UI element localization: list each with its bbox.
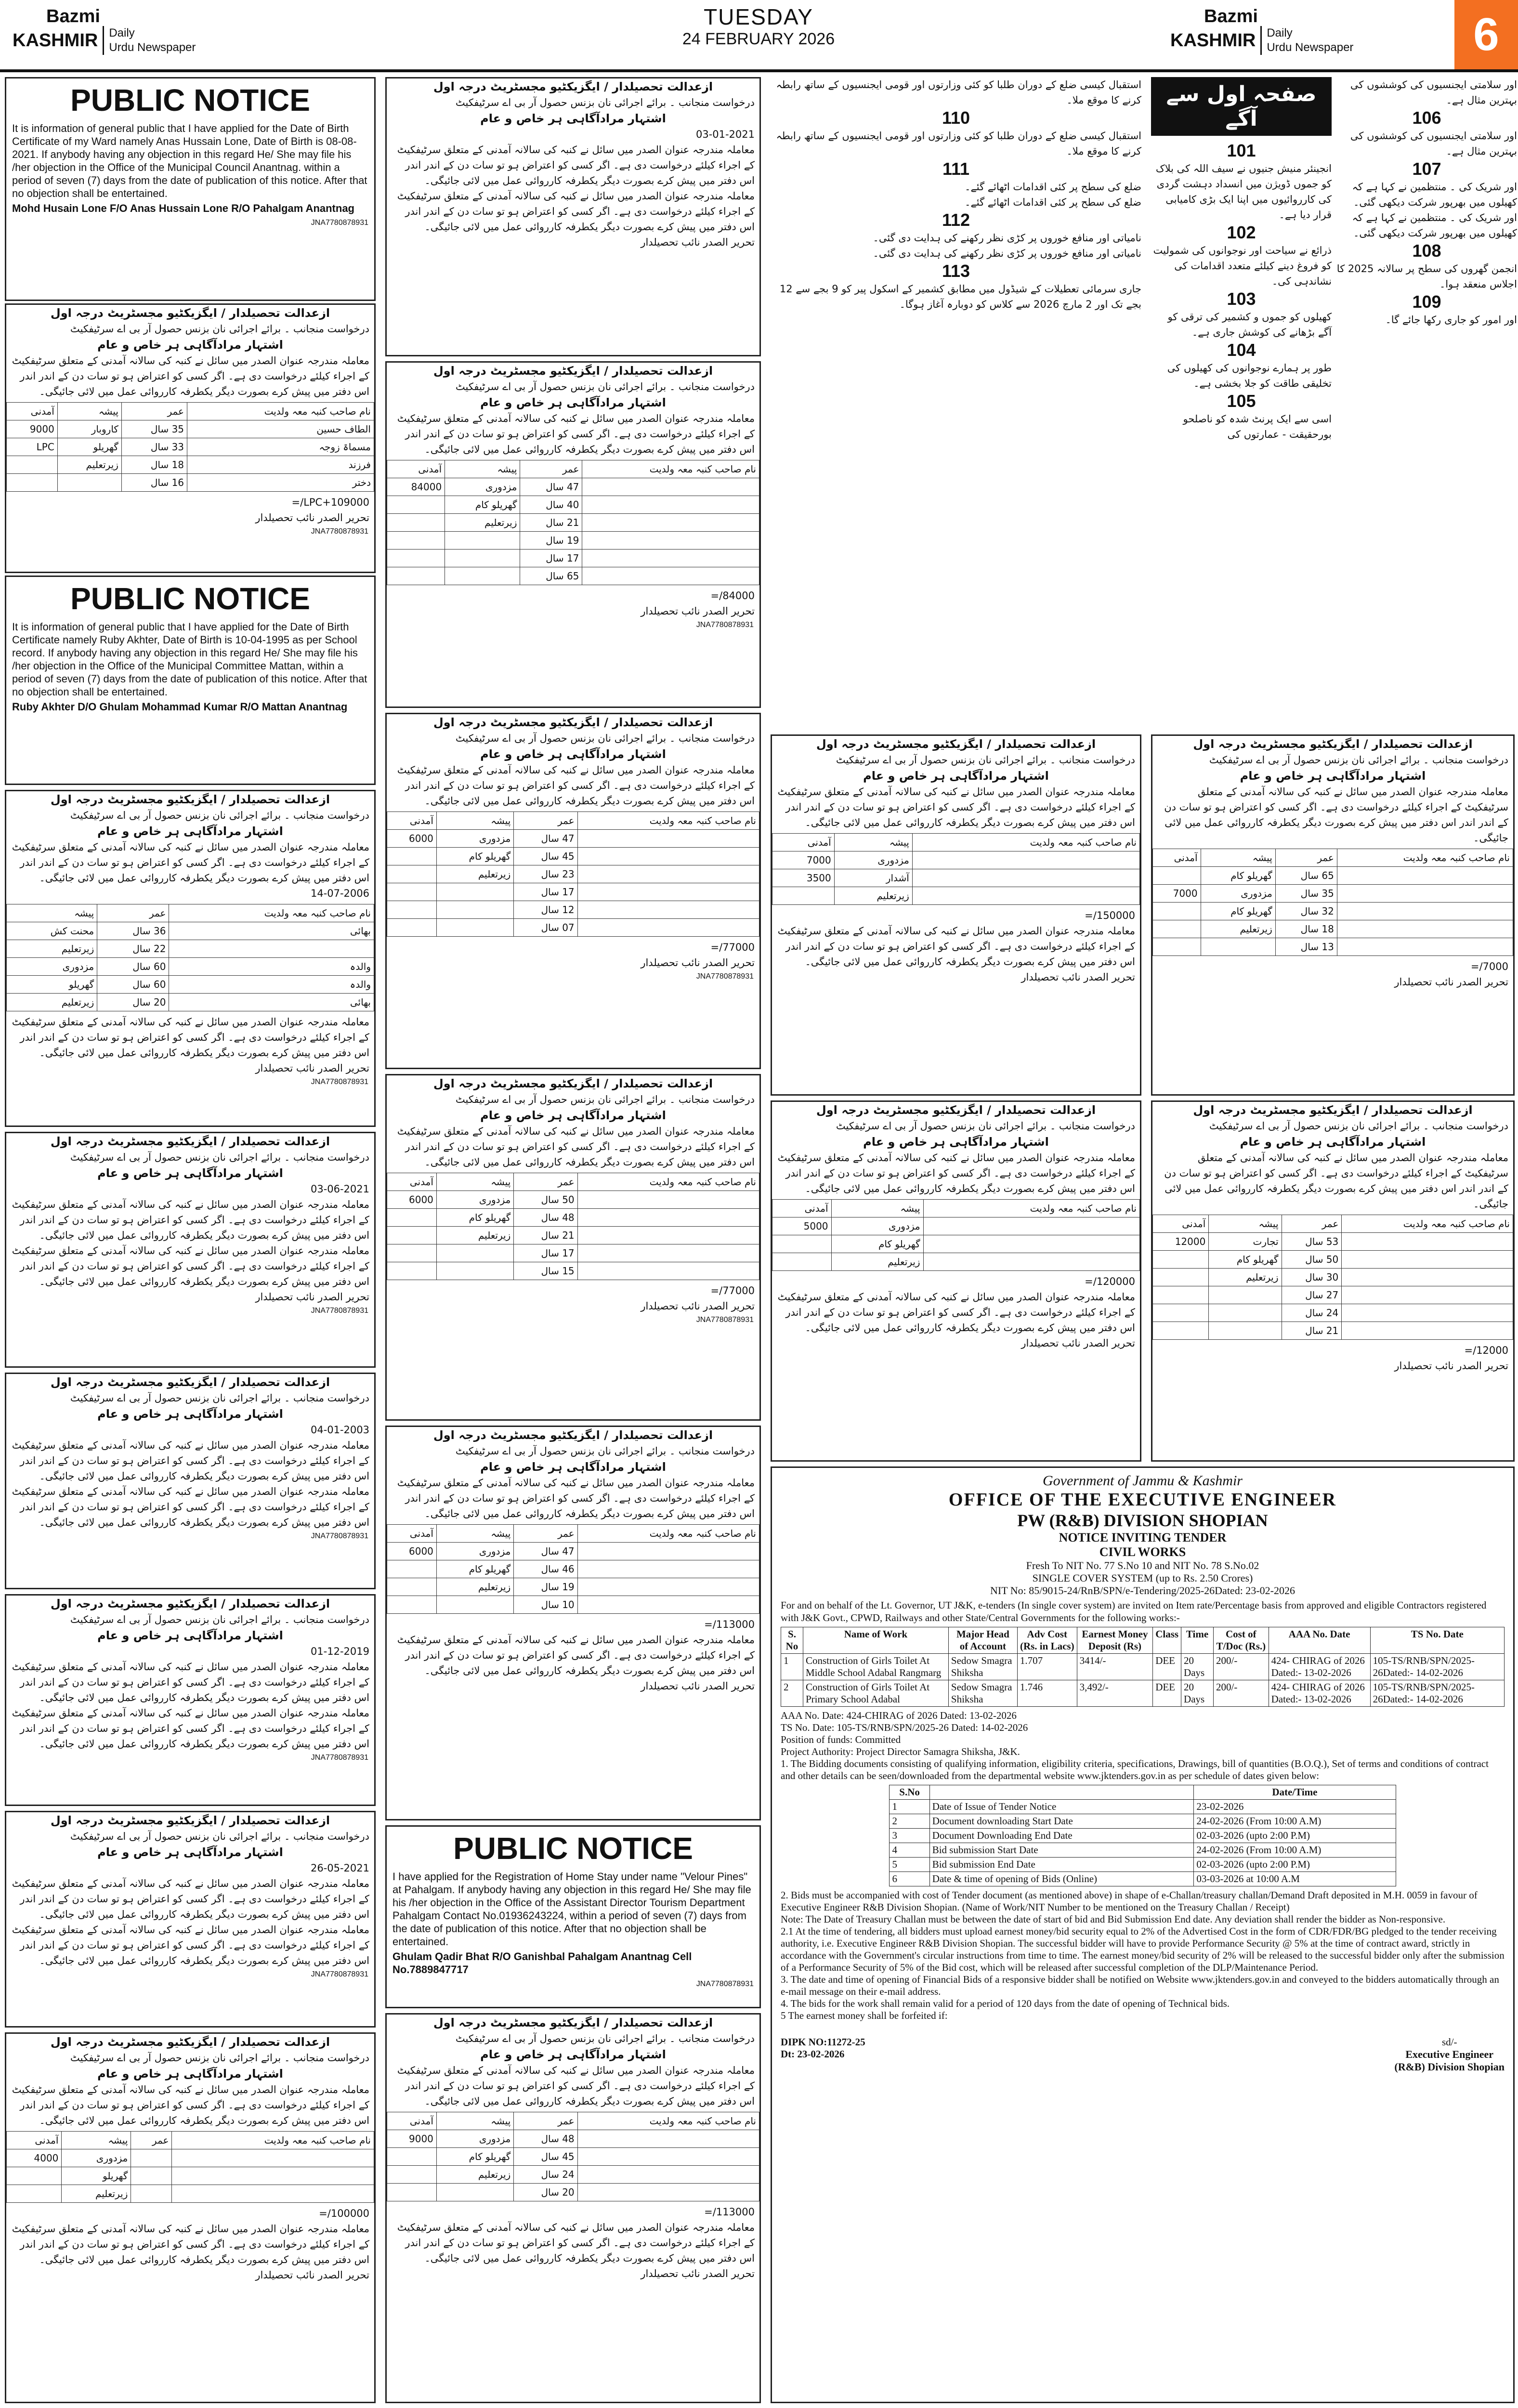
brand-left: Bazmi KASHMIR Daily Urdu Newspaper bbox=[13, 6, 196, 54]
urdu-notice-c1-5: ازعدالت تحصیلدار / ایگزیکٹیو مجسٹریٹ درجہ اول درخواست منجانب ۔ برائے اجرائی نان بزنس حصول آر بی اے سرٹیفکیٹ اشتہار مرادآگاہی ہر خاص و عام 01-12-2019 معاملہ مندرجہ عنوان الصدر میں سائل نے کنبہ کی سالانہ آمدنی کے متعلق سرٹیفکیٹ کے اجراء کیلئے درخواست دی ہے۔ اگر کسی کو اعتراض ہو تو سات دن کے اندر اندر اس دفتر میں پیش کرے بصورت دیگر یکطرفہ کارروائی عمل میں لائی جائیگی۔ معاملہ مندرجہ عنوان الصدر میں سائل نے کنبہ کی سالانہ آمدنی کے متعلق سرٹیفکیٹ کے اجراء کیلئے درخواست دی ہے۔ اگر کسی کو اعتراض ہو تو سات دن کے اندر اندر اس دفتر میں پیش کرے بصورت دیگر یکطرفہ کارروائی عمل میں لائی جائیگی۔ JNA7780878931 bbox=[5, 1594, 376, 1806]
income-table-c2-d: نام صاحب کنبہ معہ ولدیت عمر پیشہ آمدنی 47 سال مزدوری 6000 46 سال گھریلو کام 19 سال زیرتعلیم 10 سال bbox=[387, 1524, 759, 1614]
news-col-4a: اور سلامتی ایجنسیوں کی کوششوں کی بہترین مثال ہے۔ 106 اور سلامتی ایجنسیوں کی کوششوں کی بہترین مثال ہے۔ 107 اور شریک کی ۔ منتظمین نے کہا ہے کہ کھیلوں میں بھرپور شرکت دیکھی گئی۔ اور شریک کی ۔ منتظمین نے کہا ہے کہ کھیلوں میں بھرپور شرکت دیکھی گئی۔ 108 انجمن گھروں کی سطح پر سالانہ 2025 کا اجلاس منعقد ہوا۔ 109 اور امور کو جاری رکھا جائے گا۔ bbox=[1336, 79, 1517, 326]
table-row: 2 Construction of Girls Toilet At Primary School Adabal Sedow Smagra Shiksha 1.746 3,492/- DEE 20 Days 200/- 424- CHIRAG of 2026 Dated:- 13-02-2026 105-TS/RNB/SPN/2025-26Dated:- 14-02-2026 bbox=[781, 1680, 1505, 1707]
table-row: 1 Date of Issue of Tender Notice 23-02-2026 bbox=[890, 1800, 1396, 1814]
urdu-notice-c4-b: ازعدالت تحصیلدار / ایگزیکٹیو مجسٹریٹ درجہ اول درخواست منجانب ۔ برائے اجرائی نان بزنس حصول آر بی اے سرٹیفکیٹ اشتہار مرادآگاہی ہر خاص و عام معاملہ مندرجہ عنوان الصدر میں سائل نے کنبہ کی سالانہ آمدنی کے متعلق سرٹیفکیٹ کے اجراء کیلئے درخواست دی ہے۔ اگر کسی کو اعتراض ہو تو سات دن کے اندر اندر اس دفتر میں پیش کرے بصورت دیگر یکطرفہ کارروائی عمل میں لائی جائیگی۔ نام صاحب کنبہ معہ ولدیت عمر پیشہ آمدنی 53 سال تجارت 12000 50 سال گھریلو کام 30 سال زیرتعلیم 27 سال 24 سال 21 سال 12000/= تحریر الصدر نائب تحصیلدار bbox=[1151, 1100, 1515, 1462]
urdu-notice-c2-c: ازعدالت تحصیلدار / ایگزیکٹیو مجسٹریٹ درجہ اول درخواست منجانب ۔ برائے اجرائی نان بزنس حصول آر بی اے سرٹیفکیٹ اشتہار مرادآگاہی ہر خاص و عام معاملہ مندرجہ عنوان الصدر میں سائل نے کنبہ کی سالانہ آمدنی کے متعلق سرٹیفکیٹ کے اجراء کیلئے درخواست دی ہے۔ اگر کسی کو اعتراض ہو تو سات دن کے اندر اندر اس دفتر میں پیش کرے بصورت دیگر یکطرفہ کارروائی عمل میں لائی جائیگی۔ نام صاحب کنبہ معہ ولدیت عمر پیشہ آمدنی 50 سال مزدوری 6000 48 سال گھریلو کام 21 سال زیرتعلیم 17 سال 15 سال 77000/= تحریر الصدر نائب تحصیلدار JNA7780878931 bbox=[385, 1074, 761, 1421]
tender-works-table: S. No Name of Work Major Head of Account Adv Cost (Rs. in Lacs) Earnest Money Deposit (Rs) Class Time Cost of T/Doc (Rs.) AAA No. Date TS No. Date 1 Construction of Girls Toilet At Middle School Adabal Rangmarg Sedow Smagra Shiksha 1.707 3414/- DEE 20 Days 200/- 424- CHIRAG of 2026 Dated:- 13-02-2026 105-TS/RNB/SPN/2025-26Dated:- 14-02-2026 2 Construction of Girls Toilet At Primary School Adabal Sedow Smagra Shiksha 1.746 3,492/- DEE 20 Days 200/- 424- CHIRAG of 2026 Dated:- 13-02-2026 105-TS/RNB/SPN/2025-26Dated:- 14-02-2026 bbox=[781, 1627, 1505, 1707]
urdu-notice-c2-e: ازعدالت تحصیلدار / ایگزیکٹیو مجسٹریٹ درجہ اول درخواست منجانب ۔ برائے اجرائی نان بزنس حصول آر بی اے سرٹیفکیٹ اشتہار مرادآگاہی ہر خاص و عام معاملہ مندرجہ عنوان الصدر میں سائل نے کنبہ کی سالانہ آمدنی کے متعلق سرٹیفکیٹ کے اجراء کیلئے درخواست دی ہے۔ اگر کسی کو اعتراض ہو تو سات دن کے اندر اندر اس دفتر میں پیش کرے بصورت دیگر یکطرفہ کارروائی عمل میں لائی جائیگی۔ نام صاحب کنبہ معہ ولدیت عمر پیشہ آمدنی 48 سال مزدوری 9000 45 سال گھریلو کام 24 سال زیرتعلیم 20 سال 113000/= معاملہ مندرجہ عنوان الصدر میں سائل نے کنبہ کی سالانہ آمدنی کے متعلق سرٹیفکیٹ کے اجراء کیلئے درخواست دی ہے۔ اگر کسی کو اعتراض ہو تو سات دن کے اندر اندر اس دفتر میں پیش کرے بصورت دیگر یکطرفہ کارروائی عمل میں لائی جائیگی۔ تحریر الصدر نائب تحصیلدار bbox=[385, 2013, 761, 2403]
income-table-c4-b: نام صاحب کنبہ معہ ولدیت عمر پیشہ آمدنی 53 سال تجارت 12000 50 سال گھریلو کام 30 سال زیرتعلیم 27 سال 24 سال 21 سال bbox=[1152, 1215, 1513, 1340]
income-table-c2-ews: نام صاحب کنبہ معہ ولدیت عمر پیشہ آمدنی 47 سال مزدوری 84000 40 سال گھریلو کام 21 سال زیرتعلیم 19 سال 17 سال 65 سال bbox=[387, 460, 759, 585]
income-table-c3-a: نام صاحب کنبہ معہ ولدیت پیشہ آمدنی مزدوری 7000 آشدار 3500 زیرتعلیم bbox=[772, 833, 1140, 905]
public-notice-anas: PUBLIC NOTICE It is information of general public that I have applied for the Date of Birth Certificate of my Ward namely Anas Hussain Lone, Date of Birth is 08-08-2021. If anybody having any objection in this regard He/ She may file his /her objection in the Office of the Municipal Council Anantnag. within a period of seven (7) days from the date of publication of this notice. After that no objection shall be entertained. Mohd Husain Lone F/O Anas Hussain Lone R/O Pahalgam Anantnag JNA7780878931 bbox=[5, 77, 376, 301]
tender-notice: Government of Jammu & Kashmir OFFICE OF THE EXECUTIVE ENGINEER PW (R&B) DIVISION SHOPIAN NOTICE INVITING TENDER CIVIL WORKS Fresh To NIT No. 77 S.No 10 and NIT No. 78 S.No.02 SINGLE COVER SYSTEM (up to Rs. 2.50 Crores) NIT No: 85/9015-24/RnB/SPN/e-Tendering/2025-26Dated: 23-02-2026 For and on behalf of the Lt. Governor, UT J&K, e-tenders (In single cover system) are invited on Item rate/Percentage basis from approved and eligible Contractors registered with J&K Govt., CPWD, Railways and other State/Central Governments for the following works:- S. No Name of Work Major Head of Account Adv Cost (Rs. in Lacs) Earnest Money Deposit (Rs) Class Time Cost of T/Doc (Rs.) AAA No. Date TS No. Date 1 Construction of Girls Toilet At Middle School Adabal Rangmarg Sedow Smagra Shiksha 1.707 3414/- DEE 20 Days 200/- 424- CHIRAG of 2026 Dated:- 13-02-2026 105-TS/RNB/SPN/2025-26Dated:- 14-02-2026 2 Construction of Girls Toilet At Primary School Adabal Sedow Smagra Shiksha 1.746 3,492/- DEE 20 Days 200/- 424- CHIRAG of 2026 Dated:- 13-02-2026 105-TS/RNB/SPN/2025-26Dated:- 14-02-2026 AAA No. Date: 424-CHIRAG of 2026 Dated: 13-02-2026 TS No. Date: 105-TS/RNB/SPN/2025-26 Dated: 14-02-2026 Position of funds: Committed Project Authority: Project Director Samagra Shiksha, J&K. 1. The Bidding documents consisting of qualifying information, eligibility criteria, specifications, Drawings, bill of quantities (B.O.Q.), Set of terms and conditions of contract and other details can be seen/downloaded from the departmental website www.jktenders.gov.in as per schedule of dates given below: S.No Date/Time 1 Date of Issue of Tender Notice 23-02-2026 2 Document downloading Start Date 24-02-2026 (From 10:00 A.M) 3 Document Downloading End Date 02-03-2026 (upto 2:00 P.M) 4 Bid submission Start Date 24-02-2026 (From 10:00 A.M) 5 Bid submission End Date 02-03-2026 (upto 2:00 P.M) 6 Date & time of opening of Bids (Online) 03-03-2026 at 10:00 A.M 2. Bids must be accompanied with cost of Tender document (as mentioned above) in shape of e-Challan/treasury challan/Demand Draft deposited in M.H. 0059 in favour of Executive Engineer R&B Division Shopian. (Name of Work/NIT Number to be mentioned on the Treasury Challan / Receipt) Note: The Date of Treasury Challan must be between the date of start of bid and Bid Submission End date. Any deviation shall render the bidder as Non-responsive. 2.1 At the time of tendering, all bidders must upload earnest money/bid security equal to 2% of the Advertised Cost in the form of CDR/FDR/BG pledged to the tender receiving authority, i.e. Executive Engineer R&B Division Shopian. The successful bidder will have to provide Performance Security @ 5% at the time of contract award, strictly in accordance with the Government's circular instructions from time to time. The earnest money/bid security of 2% will be released to the successful bidder only after the submission of a Performance Security of 5% of the Bid cost, which will be released after successful completion of the DLP/Maintenance Period. 3. The date and time of opening of Financial Bids of a responsive bidder shall be notified on Website www.jktenders.gov.in and conveyed to the bidders automatically through an e-mail message on their e-mail address. 4. The bids for the work shall remain valid for a period of 120 days from the date of opening of Technical bids. 5 The earnest money shall be forfeited if: DIPK NO:11272-25 Dt: 23-02-2026 sd/- Executive Engineer (R&B) Division Shopian bbox=[771, 1466, 1515, 2403]
family-table-c1: نام صاحب کنبہ معہ ولدیت عمر پیشہ بھائی 36 سال محنت کش 22 سال زیرتعلیم والدہ 60 سال مزدوری والدہ 60 سال گھریلو بھائی 20 سال زیرتعلیم bbox=[6, 904, 374, 1011]
table-row: 4 Bid submission Start Date 24-02-2026 (From 10:00 A.M) bbox=[890, 1843, 1396, 1858]
news-column-3: استقبال کیسی ضلع کے دوران طلبا کو کئی وزارتوں اور قومی ایجنسیوں کے ساتھ رابطہ کرنے کا موقع ملا۔ 110 استقبال کیسی ضلع کے دوران طلبا کو کئی وزارتوں اور قومی ایجنسیوں کے ساتھ رابطہ کرنے کا موقع ملا۔ 111 ضلع کی سطح پر کئی اقدامات اٹھائے گئے۔ ضلع کی سطح پر کئی اقدامات اٹھائے گئے۔ 112 نامیاتی اور منافع خوروں پر کڑی نظر رکھنے کی ہدایت دی گئی۔ نامیاتی اور منافع خوروں پر کڑی نظر رکھنے کی ہدایت دی گئی۔ 113 جاری سرمائی تعطیلات کے شیڈول میں مطابق کشمیر کے اسکول پیر کو 9 بجے سے 12 بجے تک اور 2 مارچ 2026 سے کلاس کو دوبارہ آغاز ہوگا۔ bbox=[776, 79, 1141, 310]
urdu-notice-c2-d: ازعدالت تحصیلدار / ایگزیکٹیو مجسٹریٹ درجہ اول درخواست منجانب ۔ برائے اجرائی نان بزنس حصول آر بی اے سرٹیفکیٹ اشتہار مرادآگاہی ہر خاص و عام معاملہ مندرجہ عنوان الصدر میں سائل نے کنبہ کی سالانہ آمدنی کے متعلق سرٹیفکیٹ کے اجراء کیلئے درخواست دی ہے۔ اگر کسی کو اعتراض ہو تو سات دن کے اندر اندر اس دفتر میں پیش کرے بصورت دیگر یکطرفہ کارروائی عمل میں لائی جائیگی۔ نام صاحب کنبہ معہ ولدیت عمر پیشہ آمدنی 47 سال مزدوری 6000 46 سال گھریلو کام 19 سال زیرتعلیم 10 سال 113000/= معاملہ مندرجہ عنوان الصدر میں سائل نے کنبہ کی سالانہ آمدنی کے متعلق سرٹیفکیٹ کے اجراء کیلئے درخواست دی ہے۔ اگر کسی کو اعتراض ہو تو سات دن کے اندر اندر اس دفتر میں پیش کرے بصورت دیگر یکطرفہ کارروائی عمل میں لائی جائیگی۔ تحریر الصدر نائب تحصیلدار bbox=[385, 1426, 761, 1820]
table-row: 3 Document Downloading End Date 02-03-2026 (upto 2:00 P.M) bbox=[890, 1829, 1396, 1843]
urdu-notice-c2-1: ازعدالت تحصیلدار / ایگزیکٹیو مجسٹریٹ درجہ اول درخواست منجانب ۔ برائے اجرائی نان بزنس حصول آر بی اے سرٹیفکیٹ اشتہار مرادآگاہی ہر خاص و عام 03-01-2021 معاملہ مندرجہ عنوان الصدر میں سائل نے کنبہ کی سالانہ آمدنی کے متعلق سرٹیفکیٹ کے اجراء کیلئے درخواست دی ہے۔ اگر کسی کو اعتراض ہو تو سات دن کے اندر اندر اس دفتر میں پیش کرے بصورت دیگر یکطرفہ کارروائی عمل میں لائی جائیگی۔ معاملہ مندرجہ عنوان الصدر میں سائل نے کنبہ کی سالانہ آمدنی کے متعلق سرٹیفکیٹ کے اجراء کیلئے درخواست دی ہے۔ اگر کسی کو اعتراض ہو تو سات دن کے اندر اندر اس دفتر میں پیش کرے بصورت دیگر یکطرفہ کارروائی عمل میں لائی جائیگی۔ تحریر الصدر نائب تحصیلدار bbox=[385, 77, 761, 356]
income-table-c1-7: نام صاحب کنبہ معہ ولدیت عمر پیشہ آمدنی مزدوری 4000 گھریلو زیرتعلیم bbox=[6, 2131, 374, 2203]
urdu-notice-c1-7: ازعدالت تحصیلدار / ایگزیکٹیو مجسٹریٹ درجہ اول درخواست منجانب ۔ برائے اجرائی نان بزنس حصول آر بی اے سرٹیفکیٹ اشتہار مرادآگاہی ہر خاص و عام معاملہ مندرجہ عنوان الصدر میں سائل نے کنبہ کی سالانہ آمدنی کے متعلق سرٹیفکیٹ کے اجراء کیلئے درخواست دی ہے۔ اگر کسی کو اعتراض ہو تو سات دن کے اندر اندر اس دفتر میں پیش کرے بصورت دیگر یکطرفہ کارروائی عمل میں لائی جائیگی۔ نام صاحب کنبہ معہ ولدیت عمر پیشہ آمدنی مزدوری 4000 گھریلو زیرتعلیم 100000/= معاملہ مندرجہ عنوان الصدر میں سائل نے کنبہ کی سالانہ آمدنی کے متعلق سرٹیفکیٹ کے اجراء کیلئے درخواست دی ہے۔ اگر کسی کو اعتراض ہو تو سات دن کے اندر اندر اس دفتر میں پیش کرے بصورت دیگر یکطرفہ کارروائی عمل میں لائی جائیگی۔ تحریر الصدر نائب تحصیلدار bbox=[5, 2032, 376, 2403]
table-row: 5 Bid submission End Date 02-03-2026 (upto 2:00 P.M) bbox=[890, 1858, 1396, 1872]
page-number: 6 bbox=[1454, 0, 1518, 69]
table-row: 2 Document downloading Start Date 24-02-2026 (From 10:00 A.M) bbox=[890, 1814, 1396, 1829]
urdu-notice-c3-b: ازعدالت تحصیلدار / ایگزیکٹیو مجسٹریٹ درجہ اول درخواست منجانب ۔ برائے اجرائی نان بزنس حصول آر بی اے سرٹیفکیٹ اشتہار مرادآگاہی ہر خاص و عام معاملہ مندرجہ عنوان الصدر میں سائل نے کنبہ کی سالانہ آمدنی کے متعلق سرٹیفکیٹ کے اجراء کیلئے درخواست دی ہے۔ اگر کسی کو اعتراض ہو تو سات دن کے اندر اندر اس دفتر میں پیش کرے بصورت دیگر یکطرفہ کارروائی عمل میں لائی جائیگی۔ نام صاحب کنبہ معہ ولدیت پیشہ آمدنی مزدوری 5000 گھریلو کام زیرتعلیم 120000/= معاملہ مندرجہ عنوان الصدر میں سائل نے کنبہ کی سالانہ آمدنی کے متعلق سرٹیفکیٹ کے اجراء کیلئے درخواست دی ہے۔ اگر کسی کو اعتراض ہو تو سات دن کے اندر اندر اس دفتر میں پیش کرے بصورت دیگر یکطرفہ کارروائی عمل میں لائی جائیگی۔ تحریر الصدر نائب تحصیلدار bbox=[771, 1100, 1141, 1462]
table-row: 1 Construction of Girls Toilet At Middle School Adabal Rangmarg Sedow Smagra Shiksha 1.707 3414/- DEE 20 Days 200/- 424- CHIRAG of 2026 Dated:- 13-02-2026 105-TS/RNB/SPN/2025-26Dated:- 14-02-2026 bbox=[781, 1654, 1505, 1680]
urdu-notice-c1-1: ازعدالت تحصیلدار / ایگزیکٹیو مجسٹریٹ درجہ اول درخواست منجانب ۔ برائے اجرائی نان بزنس حصول آر بی اے سرٹیفکیٹ اشتہار مرادآگاہی ہر خاص و عام معاملہ مندرجہ عنوان الصدر میں سائل نے کنبہ کی سالانہ آمدنی کے متعلق سرٹیفکیٹ کے اجراء کیلئے درخواست دی ہے۔ اگر کسی کو اعتراض ہو تو سات دن کے اندر اندر اس دفتر میں پیش کرے بصورت دیگر یکطرفہ کارروائی عمل میں لائی جائیگی۔ نام صاحب کنبہ معہ ولدیت عمر پیشہ آمدنی الطاف حسین 35 سال کاروبار 9000 مسماۃ زوجہ 33 سال گھریلو LPC فرزند 18 سال زیرتعلیم دختر 16 سال 109000+LPC/= تحریر الصدر نائب تحصیلدار JNA7780878931 bbox=[5, 303, 376, 573]
masthead bbox=[0, 0, 1518, 72]
income-table-c3-b: نام صاحب کنبہ معہ ولدیت پیشہ آمدنی مزدوری 5000 گھریلو کام زیرتعلیم bbox=[772, 1199, 1140, 1271]
brand-right: Bazmi KASHMIR Daily Urdu Newspaper bbox=[1170, 6, 1354, 54]
income-table-c2-e: نام صاحب کنبہ معہ ولدیت عمر پیشہ آمدنی 48 سال مزدوری 9000 45 سال گھریلو کام 24 سال زیرتعلیم 20 سال bbox=[387, 2112, 759, 2201]
urdu-notice-c1-4: ازعدالت تحصیلدار / ایگزیکٹیو مجسٹریٹ درجہ اول درخواست منجانب ۔ برائے اجرائی نان بزنس حصول آر بی اے سرٹیفکیٹ اشتہار مرادآگاہی ہر خاص و عام 04-01-2003 معاملہ مندرجہ عنوان الصدر میں سائل نے کنبہ کی سالانہ آمدنی کے متعلق سرٹیفکیٹ کے اجراء کیلئے درخواست دی ہے۔ اگر کسی کو اعتراض ہو تو سات دن کے اندر اندر اس دفتر میں پیش کرے بصورت دیگر یکطرفہ کارروائی عمل میں لائی جائیگی۔ معاملہ مندرجہ عنوان الصدر میں سائل نے کنبہ کی سالانہ آمدنی کے متعلق سرٹیفکیٹ کے اجراء کیلئے درخواست دی ہے۔ اگر کسی کو اعتراض ہو تو سات دن کے اندر اندر اس دفتر میں پیش کرے بصورت دیگر یکطرفہ کارروائی عمل میں لائی جائیگی۔ JNA7780878931 bbox=[5, 1373, 376, 1589]
urdu-notice-c2-ews: ازعدالت تحصیلدار / ایگزیکٹیو مجسٹریٹ درجہ اول درخواست منجانب ۔ برائے اجرائی نان بزنس حصول آر بی اے سرٹیفکیٹ اشتہار مرادآگاہی ہر خاص و عام معاملہ مندرجہ عنوان الصدر میں سائل نے کنبہ کی سالانہ آمدنی کے متعلق سرٹیفکیٹ کے اجراء کیلئے درخواست دی ہے۔ اگر کسی کو اعتراض ہو تو سات دن کے اندر اندر اس دفتر میں پیش کرے بصورت دیگر یکطرفہ کارروائی عمل میں لائی جائیگی۔ نام صاحب کنبہ معہ ولدیت عمر پیشہ آمدنی 47 سال مزدوری 84000 40 سال گھریلو کام 21 سال زیرتعلیم 19 سال 17 سال 65 سال 84000/= تحریر الصدر نائب تحصیلدار JNA7780878931 bbox=[385, 361, 761, 708]
income-table-c2-c: نام صاحب کنبہ معہ ولدیت عمر پیشہ آمدنی 50 سال مزدوری 6000 48 سال گھریلو کام 21 سال زیرتعلیم 17 سال 15 سال bbox=[387, 1173, 759, 1280]
income-table-c4-a: نام صاحب کنبہ معہ ولدیت عمر پیشہ آمدنی 65 سال گھریلو کام 35 سال مزدوری 7000 32 سال گھریلو کام 18 سال زیرتعلیم 13 سال bbox=[1152, 849, 1513, 956]
public-notice-ruby: PUBLIC NOTICE It is information of general public that I have applied for the Date of Birth Certificate namely Ruby Akhter, Date of Birth is 10-04-1995 as per School record. If anybody having any objection in this regard He/ She may file his /her objection in the Office of the Municipal Committee Mattan, within a period of seven (7) days from the date of publication of this notice. After that no objection shall be entertained. Ruby Akhter D/O Ghulam Mohammad Kumar R/O Mattan Anantnag bbox=[5, 576, 376, 785]
news-column-4 bbox=[1151, 77, 1517, 727]
issue-date: TUESDAY 24 FEBRUARY 2026 bbox=[682, 4, 835, 48]
urdu-notice-c2-b: ازعدالت تحصیلدار / ایگزیکٹیو مجسٹریٹ درجہ اول درخواست منجانب ۔ برائے اجرائی نان بزنس حصول آر بی اے سرٹیفکیٹ اشتہار مرادآگاہی ہر خاص و عام معاملہ مندرجہ عنوان الصدر میں سائل نے کنبہ کی سالانہ آمدنی کے متعلق سرٹیفکیٹ کے اجراء کیلئے درخواست دی ہے۔ اگر کسی کو اعتراض ہو تو سات دن کے اندر اندر اس دفتر میں پیش کرے بصورت دیگر یکطرفہ کارروائی عمل میں لائی جائیگی۔ نام صاحب کنبہ معہ ولدیت عمر پیشہ آمدنی 47 سال مزدوری 6000 45 سال گھریلو کام 23 سال زیرتعلیم 17 سال 12 سال 07 سال 77000/= تحریر الصدر نائب تحصیلدار JNA7780878931 bbox=[385, 713, 761, 1069]
urdu-notice-c4-a: ازعدالت تحصیلدار / ایگزیکٹیو مجسٹریٹ درجہ اول درخواست منجانب ۔ برائے اجرائی نان بزنس حصول آر بی اے سرٹیفکیٹ اشتہار مرادآگاہی ہر خاص و عام معاملہ مندرجہ عنوان الصدر میں سائل نے کنبہ کی سالانہ آمدنی کے متعلق سرٹیفکیٹ کے اجراء کیلئے درخواست دی ہے۔ اگر کسی کو اعتراض ہو تو سات دن کے اندر اندر اس دفتر میں پیش کرے بصورت دیگر یکطرفہ کارروائی عمل میں لائی جائیگی۔ نام صاحب کنبہ معہ ولدیت عمر پیشہ آمدنی 65 سال گھریلو کام 35 سال مزدوری 7000 32 سال گھریلو کام 18 سال زیرتعلیم 13 سال 7000/= تحریر الصدر نائب تحصیلدار bbox=[1151, 734, 1515, 1096]
section-banner: صفحہ اول سے آگے bbox=[1151, 77, 1332, 136]
urdu-notice-c3-a: ازعدالت تحصیلدار / ایگزیکٹیو مجسٹریٹ درجہ اول درخواست منجانب ۔ برائے اجرائی نان بزنس حصول آر بی اے سرٹیفکیٹ اشتہار مرادآگاہی ہر خاص و عام معاملہ مندرجہ عنوان الصدر میں سائل نے کنبہ کی سالانہ آمدنی کے متعلق سرٹیفکیٹ کے اجراء کیلئے درخواست دی ہے۔ اگر کسی کو اعتراض ہو تو سات دن کے اندر اندر اس دفتر میں پیش کرے بصورت دیگر یکطرفہ کارروائی عمل میں لائی جائیگی۔ نام صاحب کنبہ معہ ولدیت پیشہ آمدنی مزدوری 7000 آشدار 3500 زیرتعلیم 150000/= معاملہ مندرجہ عنوان الصدر میں سائل نے کنبہ کی سالانہ آمدنی کے متعلق سرٹیفکیٹ کے اجراء کیلئے درخواست دی ہے۔ اگر کسی کو اعتراض ہو تو سات دن کے اندر اندر اس دفتر میں پیش کرے بصورت دیگر یکطرفہ کارروائی عمل میں لائی جائیگی۔ تحریر الصدر نائب تحصیلدار bbox=[771, 734, 1141, 1096]
urdu-notice-c1-2: ازعدالت تحصیلدار / ایگزیکٹیو مجسٹریٹ درجہ اول درخواست منجانب ۔ برائے اجرائی نان بزنس حصول آر بی اے سرٹیفکیٹ اشتہار مرادآگاہی ہر خاص و عام معاملہ مندرجہ عنوان الصدر میں سائل نے کنبہ کی سالانہ آمدنی کے متعلق سرٹیفکیٹ کے اجراء کیلئے درخواست دی ہے۔ اگر کسی کو اعتراض ہو تو سات دن کے اندر اندر اس دفتر میں پیش کرے بصورت دیگر یکطرفہ کارروائی عمل میں لائی جائیگی۔ 14-07-2006 نام صاحب کنبہ معہ ولدیت عمر پیشہ بھائی 36 سال محنت کش 22 سال زیرتعلیم والدہ 60 سال مزدوری والدہ 60 سال گھریلو بھائی 20 سال زیرتعلیم معاملہ مندرجہ عنوان الصدر میں سائل نے کنبہ کی سالانہ آمدنی کے متعلق سرٹیفکیٹ کے اجراء کیلئے درخواست دی ہے۔ اگر کسی کو اعتراض ہو تو سات دن کے اندر اندر اس دفتر میں پیش کرے بصورت دیگر یکطرفہ کارروائی عمل میں لائی جائیگی۔ تحریر الصدر نائب تحصیلدار JNA7780878931 bbox=[5, 790, 376, 1127]
urdu-notice-c1-3: ازعدالت تحصیلدار / ایگزیکٹیو مجسٹریٹ درجہ اول درخواست منجانب ۔ برائے اجرائی نان بزنس حصول آر بی اے سرٹیفکیٹ اشتہار مرادآگاہی ہر خاص و عام 03-06-2021 معاملہ مندرجہ عنوان الصدر میں سائل نے کنبہ کی سالانہ آمدنی کے متعلق سرٹیفکیٹ کے اجراء کیلئے درخواست دی ہے۔ اگر کسی کو اعتراض ہو تو سات دن کے اندر اندر اس دفتر میں پیش کرے بصورت دیگر یکطرفہ کارروائی عمل میں لائی جائیگی۔ معاملہ مندرجہ عنوان الصدر میں سائل نے کنبہ کی سالانہ آمدنی کے متعلق سرٹیفکیٹ کے اجراء کیلئے درخواست دی ہے۔ اگر کسی کو اعتراض ہو تو سات دن کے اندر اندر اس دفتر میں پیش کرے بصورت دیگر یکطرفہ کارروائی عمل میں لائی جائیگی۔ تحریر الصدر نائب تحصیلدار JNA7780878931 bbox=[5, 1132, 376, 1368]
public-notice-homestay: PUBLIC NOTICE I have applied for the Registration of Home Stay under name "Velour Pines" at Pahalgam. If anybody having any objection in this regard He/ She may file his /her objection in the Office of the Assistant Director Tourism Department Pahalgam Contact No.01936243224, within a period of seven (7) days from the date of publication of this notice. After that no objection shall be entertained. Ghulam Qadir Bhat R/O Ganishbal Pahalgam Anantnag Cell No.7889847717 JNA7780878931 bbox=[385, 1825, 761, 2008]
news-col-4b: صفحہ اول سے آگے 101 انجینئر منیش جنیوں نے سیف اللہ کی بلاک کو جموں ڈویژن میں انسداد دہشت گردی کی کارروائیوں میں اپنا ایک بڑی کامیابی قرار دیا ہے۔ 102 ذرائع نے سیاحت اور نوجوانوں کی شمولیت کو فروغ دینے کیلئے متعدد اقدامات کی نشاندہی کی۔ 103 کھیلوں کو جموں و کشمیر کی ترقی کو آگے بڑھانے کی کوشش جاری ہے۔ 104 طور پر ہمارے نوجوانوں کی کھیلوں کی تخلیقی طاقت کو جلا بخشی ہے۔ 105 اسی سے ایک پرنٹ شدہ کو ناصلحو بورحقیقت - عمارتوں کی bbox=[1151, 77, 1332, 442]
table-row: 6 Date & time of opening of Bids (Online) 03-03-2026 at 10:00 A.M bbox=[890, 1872, 1396, 1886]
income-table-c1-1: نام صاحب کنبہ معہ ولدیت عمر پیشہ آمدنی الطاف حسین 35 سال کاروبار 9000 مسماۃ زوجہ 33 سال گھریلو LPC فرزند 18 سال زیرتعلیم دختر 16 سال bbox=[6, 402, 374, 492]
urdu-notice-c1-6: ازعدالت تحصیلدار / ایگزیکٹیو مجسٹریٹ درجہ اول درخواست منجانب ۔ برائے اجرائی نان بزنس حصول آر بی اے سرٹیفکیٹ اشتہار مرادآگاہی ہر خاص و عام 26-05-2021 معاملہ مندرجہ عنوان الصدر میں سائل نے کنبہ کی سالانہ آمدنی کے متعلق سرٹیفکیٹ کے اجراء کیلئے درخواست دی ہے۔ اگر کسی کو اعتراض ہو تو سات دن کے اندر اندر اس دفتر میں پیش کرے بصورت دیگر یکطرفہ کارروائی عمل میں لائی جائیگی۔ معاملہ مندرجہ عنوان الصدر میں سائل نے کنبہ کی سالانہ آمدنی کے متعلق سرٹیفکیٹ کے اجراء کیلئے درخواست دی ہے۔ اگر کسی کو اعتراض ہو تو سات دن کے اندر اندر اس دفتر میں پیش کرے بصورت دیگر یکطرفہ کارروائی عمل میں لائی جائیگی۔ JNA7780878931 bbox=[5, 1811, 376, 2028]
tender-schedule-table: S.No Date/Time 1 Date of Issue of Tender Notice 23-02-2026 2 Document downloading Start Date 24-02-2026 (From 10:00 A.M) 3 Document Downloading End Date 02-03-2026 (upto 2:00 P.M) 4 Bid submission Start Date 24-02-2026 (From 10:00 A.M) 5 Bid submission End Date 02-03-2026 (upto 2:00 P.M) 6 Date & time of opening of Bids (Online) 03-03-2026 at 10:00 A.M bbox=[889, 1785, 1396, 1886]
income-table-c2-b: نام صاحب کنبہ معہ ولدیت عمر پیشہ آمدنی 47 سال مزدوری 6000 45 سال گھریلو کام 23 سال زیرتعلیم 17 سال 12 سال 07 سال bbox=[387, 811, 759, 937]
